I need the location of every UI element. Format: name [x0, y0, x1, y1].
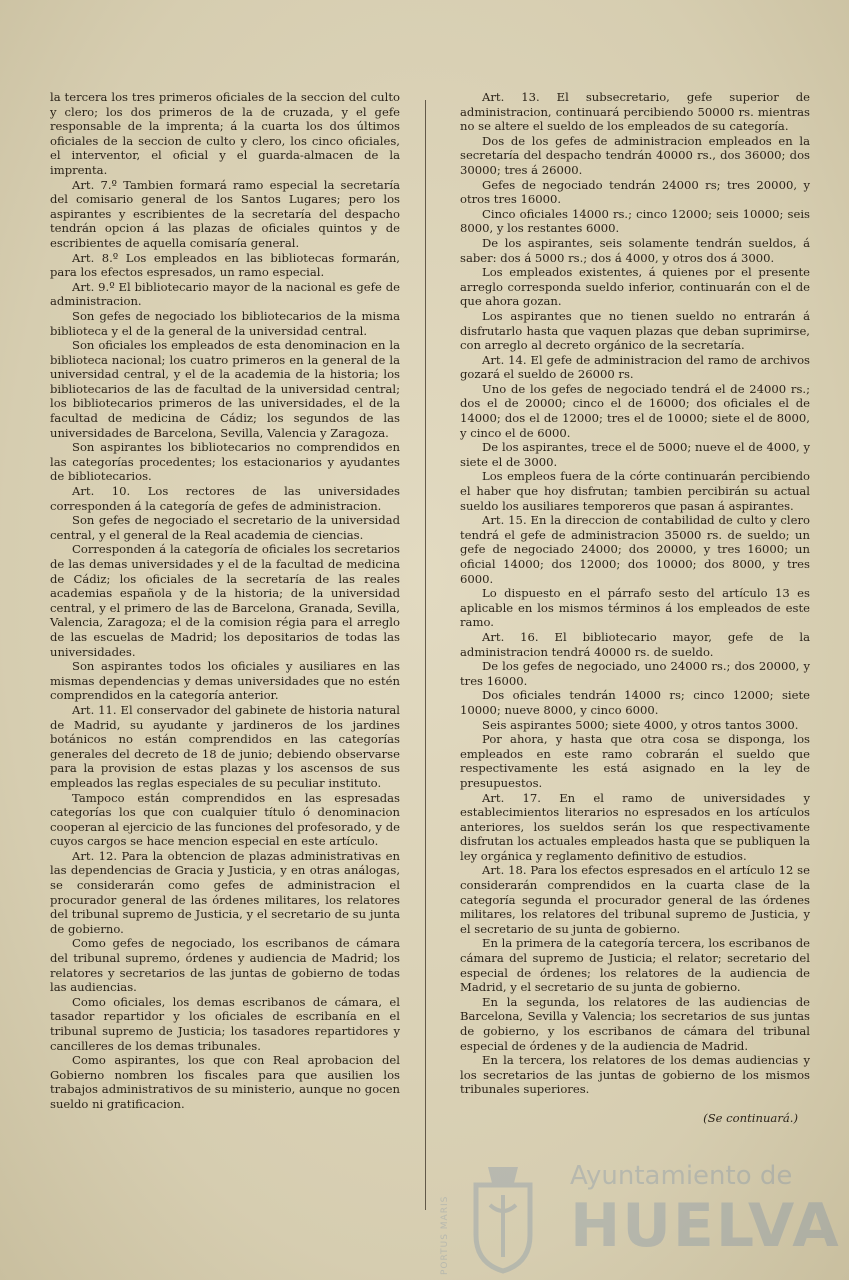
paragraph: En la segunda, los relatores de las audiencias de Barcelona, Sevilla y Valencia; los secretarios de sus juntas de gobierno, y los escribanos de cámara del tribunal especial de órdenes y de la audiencia de Madrid. [460, 994, 810, 1053]
paragraph: Art. 14. El gefe de administracion del ramo de archivos gozará el sueldo de 26000 rs. [460, 352, 810, 382]
paragraph: Por ahora, y hasta que otra cosa se disponga, los empleados en este ramo cobrarán el sueldo que respectivamente les está asignado en la ley de presupuestos. [460, 732, 810, 790]
archive-watermark [440, 1155, 841, 1280]
paragraph: Art. 10. Los rectores de las universidades corresponden á la categoría de gefes de administracion. [50, 484, 400, 513]
watermark-motto: PORTUS MARIS [440, 1195, 450, 1275]
paragraph: Como gefes de negociado, los escribanos de cámara del tribunal supremo, órdenes y audiencia de Madrid; los relatores y secretarios de las juntas de gobierno de todas las audiencias. [50, 936, 400, 995]
paragraph: Como aspirantes, los que con Real aprobacion del Gobierno nombren los fiscales para que ausilien los trabajos administrativos de su ministerio, aunque no gocen sueldo ni gratificacion. [50, 1053, 400, 1111]
paragraph: Tampoco están comprendidos en las espresadas categorías los que con cualquier título ó denominacion cooperan al ejercicio de las funciones del profesorado, y de cuyos cargos se hace mencion especial en este artículo. [50, 790, 400, 849]
paragraph: Art. 7.º Tambien formará ramo especial la secretaría del comisario general de los Santos Lugares; pero los aspirantes y escribientes de la secretaría del despacho tendrán opcion á las plazas de oficiales quintos y de escribientes de aquella comisaría general. [50, 177, 400, 250]
paragraph: En la primera de la categoría tercera, los escribanos de cámara del supremo de Justicia; el relator; secretario del especial de órdenes; los relatores de la audiencia de Madrid, y el secretario de su junta de gobierno. [460, 936, 810, 995]
paragraph: Lo dispuesto en el párrafo sesto del artículo 13 es aplicable en los mismos términos á los empleados de este ramo. [460, 586, 810, 630]
paragraph: Son gefes de negociado el secretario de la universidad central, y el general de la Real academia de ciencias. [50, 513, 400, 542]
paragraph: Corresponden á la categoría de oficiales los secretarios de las demas universidades y el de la facultad de medicina de Cádiz; los oficiales de la secretaría de las reales academias española y de la historia; de la universidad central, y el primero de las de Barcelona, Granada, Sevilla, Valencia, Zaragoza; el de la comision régia para el arreglo de las escuelas de Madrid; los depositarios de todas las universidades. [50, 542, 400, 659]
paragraph: Los aspirantes que no tienen sueldo no entrarán á disfrutarlo hasta que vaquen plazas que deban suprimirse, con arreglo al decreto orgánico de la secretaría. [460, 308, 810, 353]
left-column [50, 90, 400, 1112]
paragraph: Dos de los gefes de administracion empleados en la secretaría del despacho tendrán 40000 rs., dos 36000; dos 30000; tres á 26000. [460, 133, 810, 177]
watermark-line2: HUELVA [570, 1191, 841, 1261]
right-column [460, 90, 810, 1126]
paragraph: De los aspirantes, seis solamente tendrán sueldos, á saber: dos á 5000 rs.; dos á 4000, y otros dos á 3000. [460, 235, 810, 265]
paragraph: Art. 11. El conservador del gabinete de historia natural de Madrid, su ayudante y jardineros de los jardines botánicos no están comprendidos en las categorías generales del decreto de 18 de junio; debiendo observarse para la provision de estas plazas y los ascensos de sus empleados las reglas especiales de su peculiar instituto. [50, 702, 400, 790]
paragraph: Art. 18. Para los efectos espresados en el artículo 12 se considerarán comprendidos en la cuarta clase de la categoría segunda el procurador general de las órdenes militares, los relatores del tribunal supremo de Justicia, y el secretario de su junta de gobierno. [460, 863, 810, 936]
paragraph: Art. 15. En la direccion de contabilidad de culto y clero tendrá el gefe de administracion 35000 rs. de sueldo; un gefe de negociado 24000; dos 20000, y tres 16000; un oficial 14000; dos 12000; dos 10000; dos 8000, y tres 6000. [460, 513, 810, 586]
paragraph: Art. 9.º El bibliotecario mayor de la nacional es gefe de administracion. [50, 279, 400, 309]
paragraph: Los empleados existentes, á quienes por el presente arreglo corresponda sueldo inferior, continuarán con el de que ahora gozan. [460, 265, 810, 309]
coat-of-arms-icon [468, 1165, 538, 1275]
paragraph: Art. 17. En el ramo de universidades y establecimientos literarios no espresados en los artículos anteriores, los sueldos serán los que respectivamente disfrutan los actuales empleados hasta que se publiquen la ley orgánica y reglamento definitivo de estudios. [460, 790, 810, 863]
paragraph: Los empleos fuera de la córte continuarán percibiendo el haber que hoy disfrutan; tambien percibirán su actual sueldo los ausiliares temporeros que pasan á aspirantes. [460, 469, 810, 513]
paragraph: Como oficiales, los demas escribanos de cámara, el tasador repartidor y los oficiales de escribanía en el tribunal supremo de Justicia; los tasadores repartidores y cancilleres de los demas tribunales. [50, 994, 400, 1053]
paragraph: Seis aspirantes 5000; siete 4000, y otros tantos 3000. [482, 717, 799, 732]
paragraph: De los aspirantes, trece el de 5000; nueve el de 4000, y siete el de 3000. [460, 440, 810, 469]
paragraph: Son gefes de negociado los bibliotecarios de la misma biblioteca y el de la general de la universidad central. [50, 308, 400, 338]
paragraph: Art. 13. El subsecretario, gefe superior de administracion, continuará percibiendo 50000 rs. mientras no se altere el sueldo de los empleados de su categoría. [460, 90, 810, 134]
continuation-note: (Se continuará.) [703, 1110, 798, 1125]
paragraph: Uno de los gefes de negociado tendrá el de 24000 rs.; dos el de 20000; cinco el de 16000; dos oficiales el de 14000; dos el de 12000; tres el de 10000; siete el de 8000, y cinco el de 6000. [460, 381, 810, 440]
paragraph: Cinco oficiales 14000 rs.; cinco 12000; seis 10000; seis 8000, y los restantes 6000. [460, 206, 810, 236]
column-divider [425, 100, 426, 1210]
paragraph: Art. 16. El bibliotecario mayor, gefe de la administracion tendrá 40000 rs. de sueldo. [460, 629, 810, 659]
paragraph: En la tercera, los relatores de los demas audiencias y los secretarios de las juntas de gobierno de los mismos tribunales superiores. [460, 1053, 810, 1097]
paragraph: Gefes de negociado tendrán 24000 rs; tres 20000, y otros tres 16000. [460, 177, 810, 207]
paragraph: Art. 8.º Los empleados en las bibliotecas formarán, para los efectos espresados, un ramo especial. [50, 250, 400, 280]
paragraph: Dos oficiales tendrán 14000 rs; cinco 12000; siete 10000; nueve 8000, y cinco 6000. [460, 688, 810, 717]
watermark-line1: Ayuntamiento de [570, 1161, 793, 1191]
paragraph: Art. 12. Para la obtencion de plazas administrativas en las dependencias de Gracia y Justicia, y en otras análogas, se considerarán como gefes de administracion el procurador general de las órdenes militares, los relatores del tribunal supremo de Justicia, y el secretario de su junta de gobierno. [50, 848, 400, 936]
paragraph: Son aspirantes los bibliotecarios no comprendidos en las categorías procedentes; los estacionarios y ayudantes de bibliotecarios. [50, 440, 400, 484]
paragraph: Son aspirantes todos los oficiales y ausiliares en las mismas dependencias y demas universidades que no estén comprendidos en la categoría anterior. [50, 659, 400, 703]
paragraph: Son oficiales los empleados de esta denominacion en la biblioteca nacional; los cuatro primeros en la general de la universidad central, y el de la academia de la historia; los bibliotecarios de las de facultad de la universidad central; los bibliotecarios primeros de las universidades, el de la facultad de medicina de Cádiz; los segundos de las universidades de Barcelona, Sevilla, Valencia y Zaragoza. [50, 338, 400, 440]
paragraph: De los gefes de negociado, uno 24000 rs.; dos 20000, y tres 16000. [460, 659, 810, 688]
paragraph: la tercera los tres primeros oficiales de la seccion del culto y clero; los dos primeros de la de cruzada, y el gefe responsable de la imprenta; á la cuarta los dos últimos oficiales de la seccion de culto y clero, los cinco oficiales, el interventor, el oficial y el guarda-almacen de la imprenta. [50, 90, 400, 177]
